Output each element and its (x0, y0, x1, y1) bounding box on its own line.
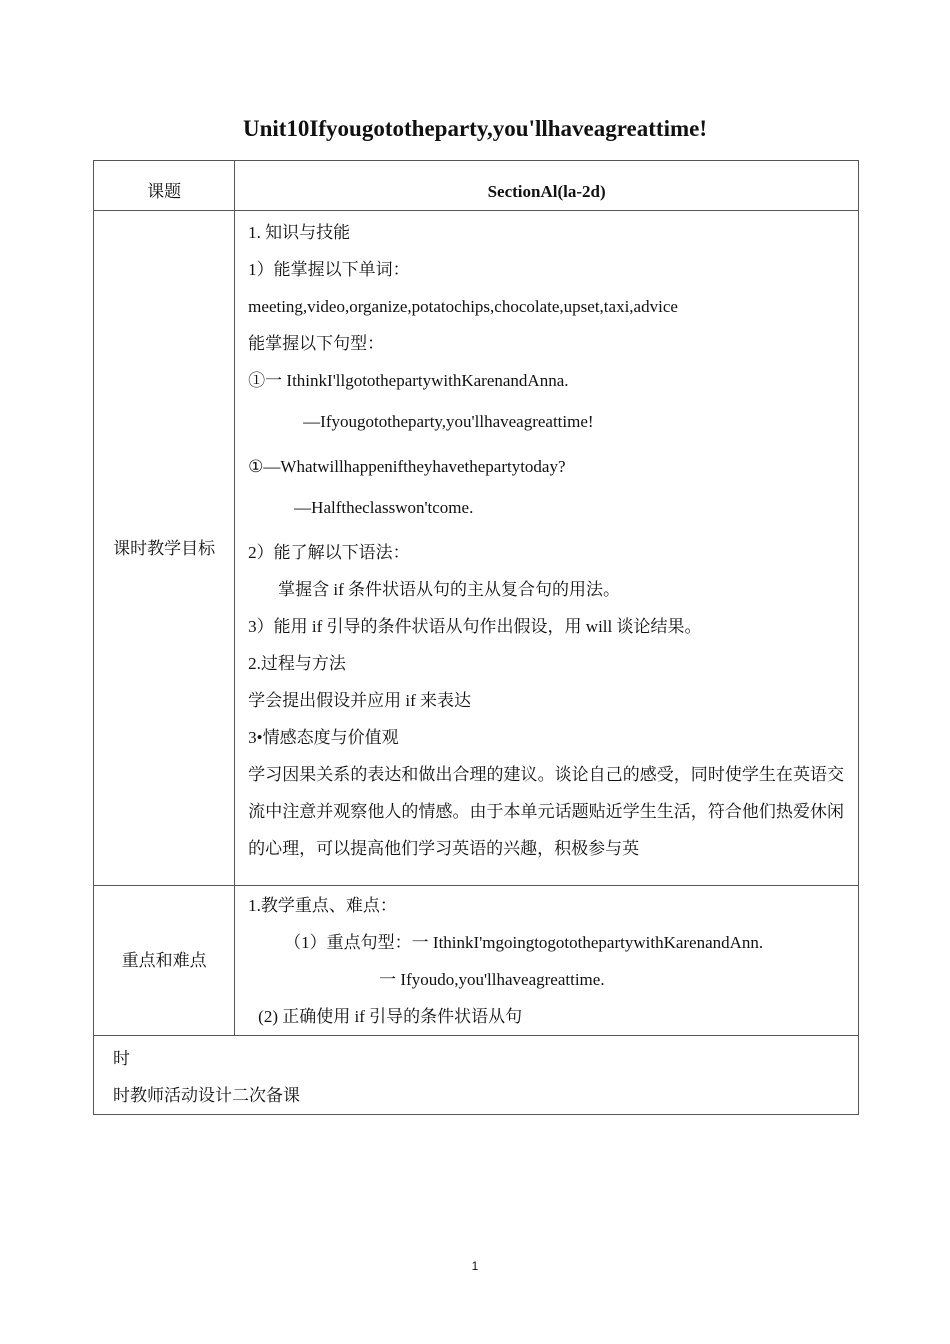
sentence-pattern-line: ①—Whatwillhappeniftheyhavethepartytoday? (248, 457, 566, 476)
key-points-row (94, 886, 859, 1036)
sentence-pattern-line: —Ifyougototheparty,you'llhaveagreattime! (303, 412, 594, 431)
section-title: SectionAl(la-2d) (235, 161, 859, 211)
key-points-label: 重点和难点 (94, 886, 235, 1036)
footer-row (94, 1036, 859, 1115)
footer-line: 时教师活动设计二次备课 (113, 1086, 300, 1105)
sentence-pattern-line: —Halftheclasswon'tcome. (294, 498, 474, 517)
topic-label: 课题 (94, 161, 235, 211)
goal-line: 3）能用 if 引导的条件状语从句作出假设，用 will 谈论结果。 (248, 617, 702, 636)
activity-heading-cell (94, 1036, 859, 1115)
goal-line: 3•情感态度与价值观 (248, 728, 399, 747)
key-points-content (235, 886, 859, 1036)
goal-line: 1. 知识与技能 (248, 223, 351, 242)
goals-content (235, 211, 859, 886)
grammar-line: 掌握含 if 条件状语从句的主从复合句的用法。 (278, 580, 621, 599)
key-point-line: 1.教学重点、难点： (248, 896, 397, 915)
lesson-plan-table (93, 160, 859, 1115)
goals-label: 课时教学目标 (94, 211, 235, 886)
key-point-line: (2) 正确使用 if 引导的条件状语从句 (258, 1007, 523, 1026)
page-number: 1 (471, 1259, 479, 1273)
key-point-line: 一 Ifyoudo,you'llhaveagreattime. (379, 970, 605, 989)
sentence-pattern-line: ①一 IthinkI'llgotothepartywithKarenandAnna. (248, 371, 569, 390)
goal-line: 2）能了解以下语法： (248, 543, 410, 562)
vocabulary-line: meeting,video,organize,potatochips,chocolate,upset,taxi,advice (248, 297, 678, 316)
emotion-goal-paragraph: 学习因果关系的表达和做出合理的建议。谈论自己的感受，同时使学生在英语交流中注意并观察他人的情感。由于本单元话题贴近学生生活，符合他们热爱休闲的心理，可以提高他们学习英语的兴趣，积极参与英 (248, 765, 844, 858)
goal-line: 能掌握以下句型： (248, 334, 385, 353)
goal-line: 2.过程与方法 (248, 654, 346, 673)
goal-line: 学会提出假设并应用 if 来表达 (248, 691, 472, 710)
page-title: Unit10Ifyougototheparty,you'llhaveagreattime! (242, 116, 707, 141)
key-point-line: （1）重点句型：一 IthinkI'mgoingtogotothepartywithKarenandAnn. (284, 933, 764, 952)
table-header-row (94, 161, 859, 211)
footer-line: 时 (113, 1049, 130, 1068)
goal-line: 1）能掌握以下单词： (248, 260, 410, 279)
goals-row (94, 211, 859, 886)
